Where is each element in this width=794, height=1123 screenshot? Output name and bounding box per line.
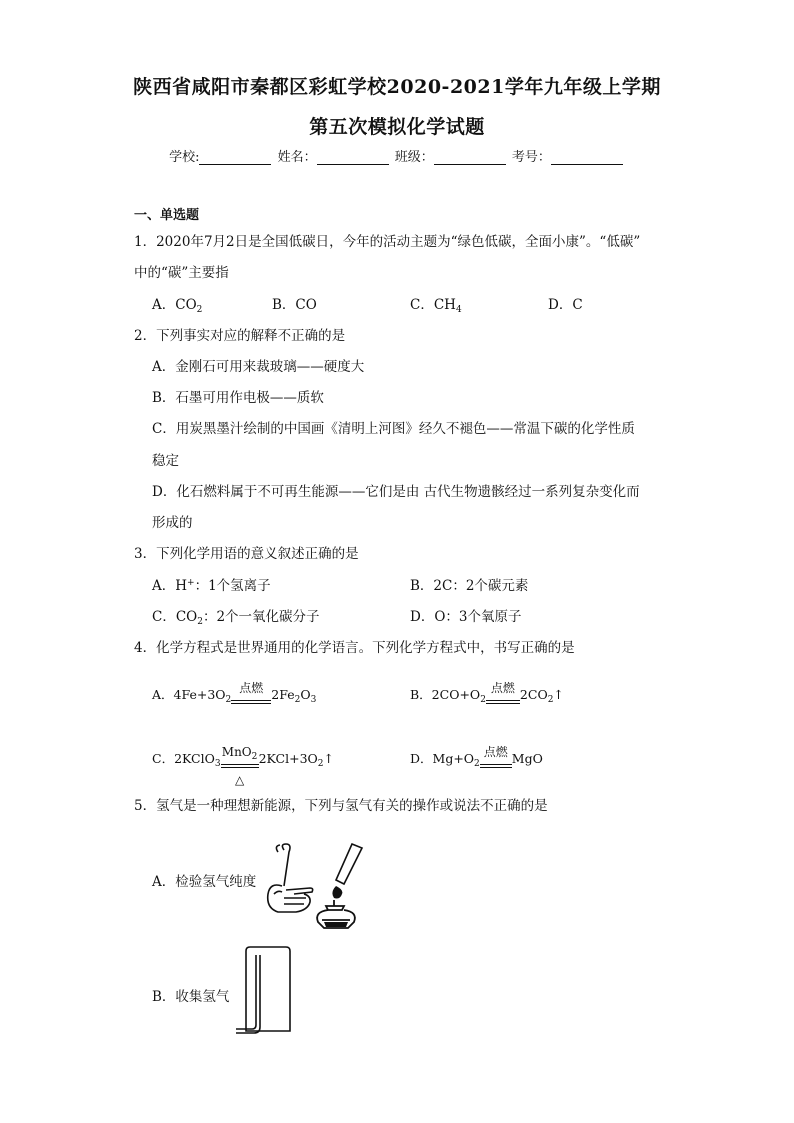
q3-option-b[interactable]: B．2C：2个碳元素 (410, 578, 529, 594)
q3-option-a[interactable]: A．H+：1个氢离子 (152, 578, 271, 594)
name-blank[interactable] (317, 150, 389, 165)
condition-arrow: MnO$_2$ △ (221, 745, 258, 787)
q2-option-b[interactable]: B．石墨可用作电极——质软 (152, 390, 324, 406)
q2-option-d-line1[interactable]: D．化石燃料属于不可再生能源——它们是由 古代生物遗骸经过一系列复杂变化而 (152, 484, 640, 500)
q4-option-a[interactable]: A．$4Fe+3O_2$ 点燃 $2Fe_2O_3$ (152, 681, 317, 705)
q4-option-b[interactable]: B．$2CO+O_2$ 点燃 $2CO_2↑$ (410, 681, 564, 705)
q1-stem-line2: 中的“碳”主要指 (134, 265, 229, 281)
q3-option-d[interactable]: D．O：3个氧原子 (410, 609, 522, 625)
q1-option-c[interactable]: C．$CH_4$ (410, 297, 462, 315)
q5-option-a[interactable]: A．检验氢气纯度 (152, 874, 257, 890)
exam-title-line1: 陕西省咸阳市秦都区彩虹学校2020-2021学年九年级上学期 (133, 76, 661, 98)
class-blank[interactable] (434, 150, 506, 165)
q1-option-b[interactable]: B．CO (272, 297, 317, 313)
class-label: 班级： (394, 150, 434, 165)
exam-number-label: 考号： (511, 150, 551, 165)
condition-arrow: 点燃 (480, 758, 512, 768)
school-blank[interactable] (199, 150, 271, 165)
q4-stem: 4．化学方程式是世界通用的化学语言。下列化学方程式中，书写正确的是 (134, 640, 575, 656)
q5-option-b[interactable]: B．收集氢气 (152, 989, 230, 1005)
q3-stem: 3．下列化学用语的意义叙述正确的是 (134, 546, 359, 562)
hydrogen-collection-figure (236, 945, 296, 1037)
exam-title-line2: 第五次模拟化学试题 (309, 116, 485, 138)
q2-option-c-line2: 稳定 (152, 453, 179, 469)
q2-option-a[interactable]: A．金刚石可用来裁玻璃——硬度大 (152, 359, 365, 375)
q2-option-d-line2: 形成的 (152, 515, 193, 531)
condition-arrow: 点燃 (486, 694, 520, 704)
q4-option-c[interactable]: C．2KClO$_3$ MnO$_2$ △ $2KCl+3O_2↑$ (152, 745, 334, 787)
q1-option-d[interactable]: D．C (548, 297, 583, 313)
student-info-row (0, 146, 794, 165)
name-label: 姓名： (277, 150, 317, 165)
q2-stem: 2．下列事实对应的解释不正确的是 (134, 328, 346, 344)
q3-option-c[interactable]: C．$CO_2$：2个一氧化碳分子 (152, 609, 320, 627)
q2-option-c-line1[interactable]: C．用炭黑墨汁绘制的中国画《清明上河图》经久不褪色——常温下碳的化学性质 (152, 421, 635, 437)
q4-option-d[interactable]: D．$Mg+O_2$ 点燃 MgO (410, 745, 543, 769)
hydrogen-purity-test-figure (264, 842, 372, 932)
q1-stem-line1: 1．2020年7月2日是全国低碳日，今年的活动主题为“绿色低碳，全面小康”。“低碳” (134, 234, 641, 250)
exam-number-blank[interactable] (551, 150, 623, 165)
q5-stem: 5．氢气是一种理想新能源，下列与氢气有关的操作或说法不正确的是 (134, 798, 548, 814)
section-heading: 一、单选题 (134, 208, 200, 223)
condition-arrow: 点燃 (231, 694, 271, 704)
q1-option-a[interactable]: A．$CO_2$ (152, 297, 203, 315)
school-label: 学校: (169, 150, 200, 165)
